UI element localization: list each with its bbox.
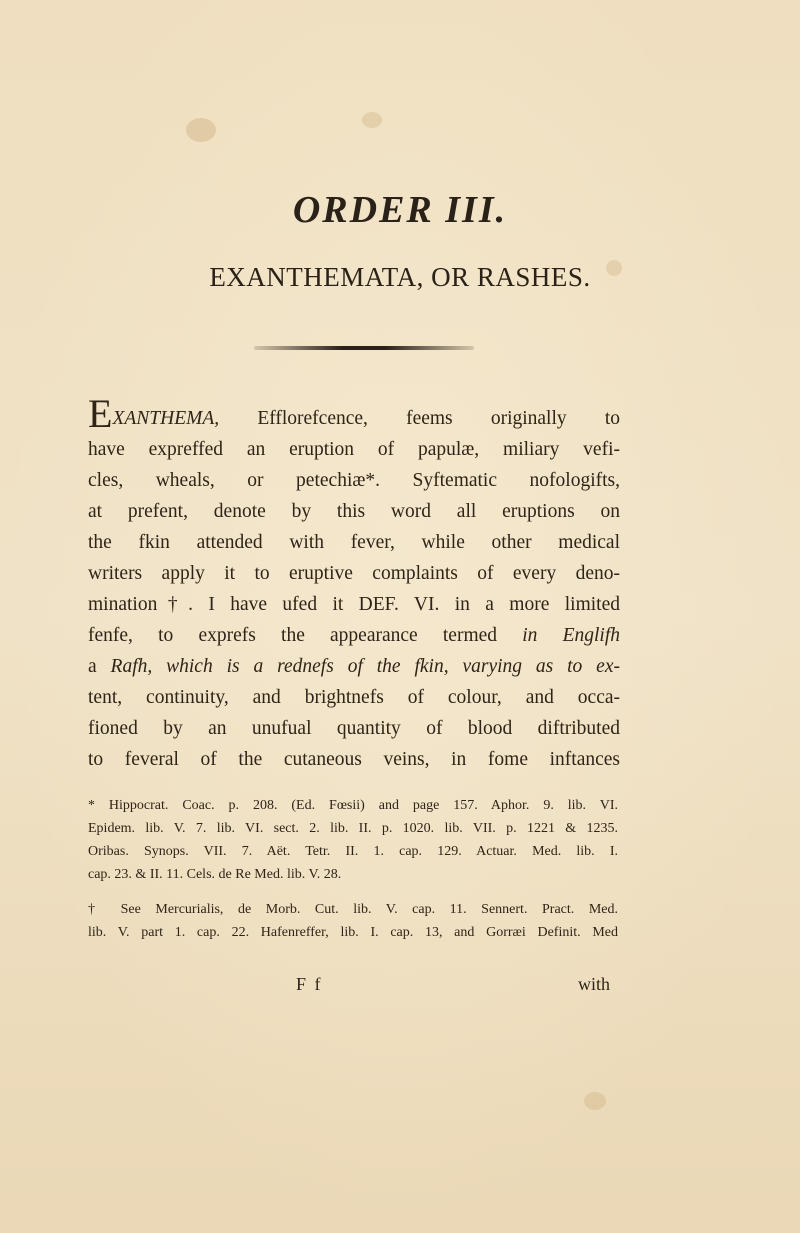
text-line: to feveral of the cutaneous veins, in fome inftances	[88, 749, 620, 770]
signature-mark: F f	[296, 974, 323, 994]
text-line: at prefent, denote by this word all eruptions on	[88, 501, 620, 522]
text-line: writers apply it to eruptive complaints of every deno-	[88, 563, 620, 584]
text-line: tent, continuity, and brightnefs of colour, and occa-	[88, 687, 620, 708]
section-title: EXANTHEMATA, OR RASHES.	[209, 262, 591, 292]
ornamental-rule	[254, 346, 474, 350]
footnote-line: cap. 23. & II. 11. Cels. de Re Med. lib. V. 28.	[88, 867, 342, 882]
footnotes	[88, 794, 618, 944]
foxing-stain	[584, 1092, 606, 1110]
footnote-line: lib. V. part 1. cap. 22. Hafenreffer, lib. I. cap. 13, and Gorræi Definit. Med	[88, 925, 618, 940]
catchword: with	[577, 974, 610, 994]
text-line: fioned by an unufual quantity of blood diftributed	[88, 718, 620, 739]
text-line: have expreffed an eruption of papulæ, miliary vefi-	[88, 439, 620, 460]
body-paragraph	[88, 391, 620, 775]
text-line: mination†. I have ufed it DEF. VI. in a more limited	[88, 594, 620, 615]
foxing-stain	[362, 112, 382, 128]
footnote-line: * Hippocrat. Coac. p. 208. (Ed. Fœsii) and page 157. Aphor. 9. lib. VI.	[88, 798, 618, 813]
footnote-line: Oribas. Synops. VII. 7. Aët. Tetr. II. 1. cap. 129. Actuar. Med. lib. I.	[88, 844, 618, 859]
foxing-stain	[186, 118, 216, 142]
drop-cap: E	[88, 391, 113, 436]
text-line: fenfe, to exprefs the appearance termed in Englifh	[88, 625, 620, 646]
text-line: cles, wheals, or petechiæ*. Syftematic nofologifts,	[88, 470, 620, 491]
footnote-line: Epidem. lib. V. 7. lib. VI. sect. 2. lib. II. p. 1020. lib. VII. p. 1221 & 1235.	[88, 821, 618, 836]
footnote-line: † See Mercurialis, de Morb. Cut. lib. V. cap. 11. Sennert. Pract. Med.	[88, 902, 618, 917]
text-line: a Rafh, which is a rednefs of the fkin, varying as to ex-	[88, 656, 620, 677]
order-heading: ORDER III.	[292, 189, 508, 231]
text-line: EXANTHEMA, Efflorefcence, feems originally to	[88, 391, 620, 436]
text-line: the fkin attended with fever, while other medical	[88, 532, 620, 553]
